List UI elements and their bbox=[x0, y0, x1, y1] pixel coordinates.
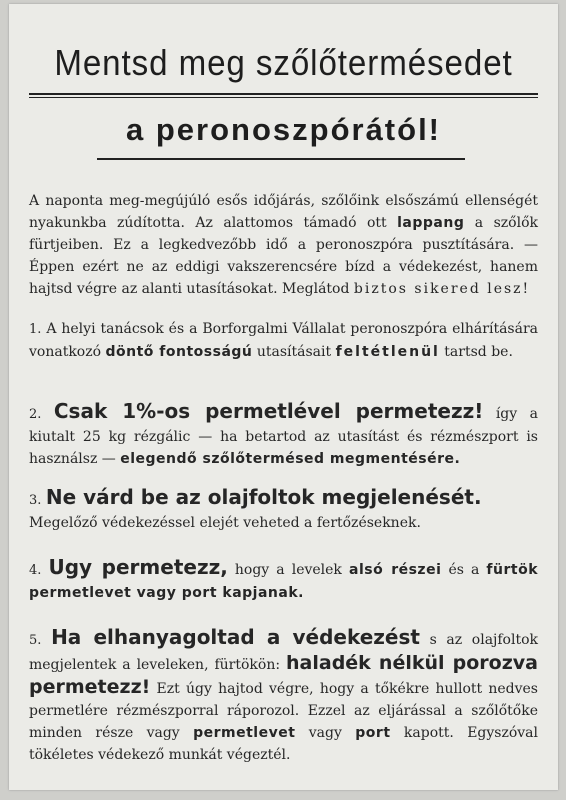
headline-line-1: Mentsd meg szőlőtermésedet bbox=[54, 42, 513, 83]
point-1-text-1: A helyi tanácsok és a Borforgalmi Vállalat peronoszpóra elhárítására vonatkozó bbox=[29, 321, 538, 360]
point-5-number: 5. bbox=[29, 633, 42, 648]
intro-paragraph bbox=[29, 190, 538, 300]
point-4-heading: Ugy permetezz, bbox=[48, 555, 228, 579]
intro-emph-lappang: lappang bbox=[397, 215, 465, 231]
point-5-text-1: s az olajfoltok megjelentek a leveleken, fürtökön: bbox=[29, 632, 539, 673]
point-3-text: Megelőző védekezéssel elejét veheted a fertőzéseknek. bbox=[29, 515, 421, 531]
point-3-number: 3. bbox=[29, 493, 42, 508]
point-1-text-3: tartsd be. bbox=[439, 344, 513, 360]
headline-line-2: a peronoszpórától! bbox=[125, 112, 441, 147]
point-2-heading: Csak 1%-os permetlével permetezz! bbox=[53, 399, 484, 423]
point-1-number: 1. bbox=[29, 322, 42, 337]
point-2-number: 2. bbox=[29, 407, 42, 422]
headline-rule-top bbox=[29, 93, 538, 95]
point-3 bbox=[29, 486, 538, 534]
point-4-emph-2: fürtök permetlevet vagy port kapjanak. bbox=[29, 562, 539, 601]
point-4-emph-1: alsó részei bbox=[349, 562, 442, 578]
intro-text-1: A naponta meg-megújúló esős időjárás, szőlőink elsőszámú ellenségét nyakunkba zúdította. Az alattomos támadó ott bbox=[29, 193, 538, 231]
point-2 bbox=[29, 400, 538, 470]
intro-emph-success: biztos sikered lesz! bbox=[353, 281, 531, 297]
point-4-text-1: hogy a levelek bbox=[227, 562, 349, 578]
point-1-emph-2: feltétlenül bbox=[335, 344, 440, 360]
point-2-text-1: így a kiutalt 25 kg rézgálic — ha betartod az utasítást és rézmészport is használsz — bbox=[29, 406, 538, 467]
point-5-heading: Ha elhanyagoltad a védekezést bbox=[51, 625, 420, 649]
point-3-heading: Ne várd be az olajfoltok megjelenését. bbox=[45, 485, 482, 509]
point-1 bbox=[29, 318, 538, 363]
headline-rule-bottom bbox=[97, 158, 465, 160]
point-4-text-2: és a bbox=[441, 562, 487, 578]
point-5-text-4: kapott. Egyszóval tökéletes védekező munkát végeztél. bbox=[29, 725, 539, 763]
point-5-text-3: vagy bbox=[295, 725, 356, 741]
leaflet-sheet bbox=[9, 4, 558, 790]
point-2-emph: elegendő szőlőtermésed megmentésére. bbox=[120, 451, 461, 467]
headline-rule-top-thin bbox=[29, 97, 538, 98]
point-5-text-2: Ezt úgy hajtod végre, hogy a tőkékre hullott nedves permetlére rézmészporral ráporozol. Ezzel az eljárással a szőlőtőke minden része vagy bbox=[29, 681, 538, 741]
intro-text-2: a szőlők fürtjeiben. Ez a legkedvezőbb idő a peronoszpóra pusztítására. — Éppen ezért ne az eddigi vakszerencsére bízd a védekezést, hanem hajtsd végre az alanti utasításokat. Meglátod bbox=[29, 215, 538, 297]
point-5-heading-2: haladék nélkül porozva permetezz! bbox=[29, 652, 538, 698]
point-4-number: 4. bbox=[29, 563, 42, 578]
point-5 bbox=[29, 626, 538, 766]
point-1-emph-1: döntő fontosságú bbox=[105, 344, 253, 360]
point-1-text-2: utasításait bbox=[252, 344, 336, 360]
point-5-emph-1: permetlevet bbox=[193, 725, 296, 741]
point-4 bbox=[29, 556, 538, 604]
point-5-emph-2: port bbox=[355, 725, 391, 741]
